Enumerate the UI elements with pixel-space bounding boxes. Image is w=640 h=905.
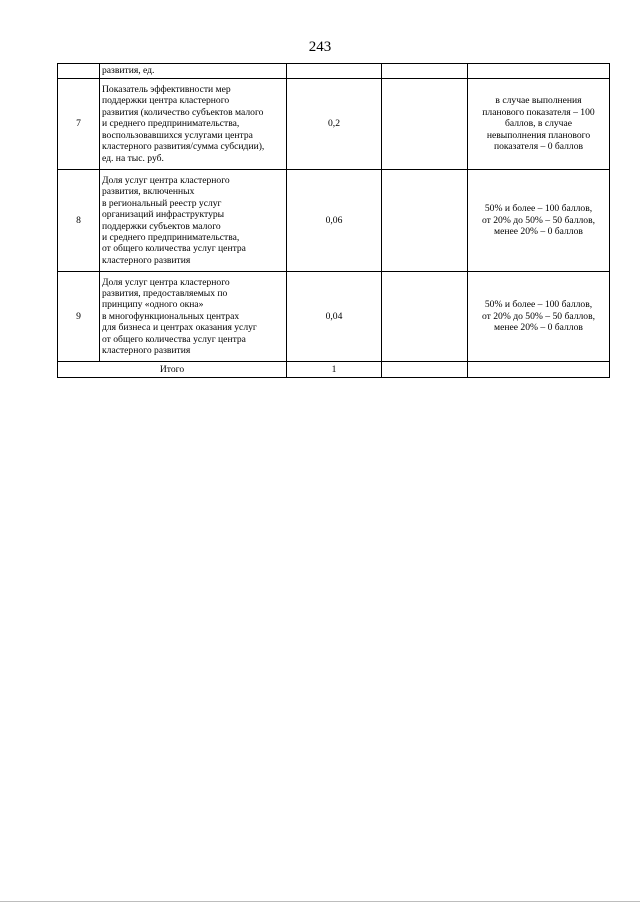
cell-criteria xyxy=(468,362,610,378)
table-row-9 xyxy=(58,272,610,362)
cell-empty xyxy=(382,362,468,378)
indicator-name-line: развития, включенных xyxy=(102,186,195,198)
cell-total-weight: 1 xyxy=(287,362,382,378)
indicator-name-line: от общего количества услуг центра xyxy=(102,243,246,255)
table-row-7 xyxy=(58,79,610,170)
cell-weight: 0,04 xyxy=(287,272,382,362)
cell-criteria xyxy=(468,64,610,79)
indicator-name-line: от общего количества услуг центра xyxy=(102,333,246,345)
indicator-name-line: и среднего предпринимательства, xyxy=(102,118,240,130)
cell-criteria xyxy=(468,272,610,362)
criteria-line: менее 20% – 0 баллов xyxy=(494,322,583,334)
criteria-line: 50% и более – 100 баллов, xyxy=(484,299,593,311)
cell-empty xyxy=(382,272,468,362)
indicator-name-line: и среднего предпринимательства, xyxy=(102,231,240,243)
criteria-line: от 20% до 50% – 50 баллов, xyxy=(481,214,596,226)
criteria-line: 50% и более – 100 баллов, xyxy=(484,203,593,215)
cell-num: 8 xyxy=(58,170,100,272)
indicator-name-line: кластерного развития xyxy=(102,345,191,357)
indicator-name-line: развития, предоставляемых по xyxy=(102,287,228,299)
cell-indicator-name xyxy=(100,272,287,362)
table-row-continuation xyxy=(58,64,610,79)
cell-num: 9 xyxy=(58,272,100,362)
cell-indicator-name xyxy=(100,64,287,79)
cell-weight xyxy=(287,64,382,79)
indicator-name-line: воспользовавшихся услугами центра xyxy=(102,129,253,141)
indicator-name-line: развития, ед. xyxy=(102,65,155,77)
criteria-line: невыполнения планового xyxy=(486,129,591,141)
cell-indicator-name xyxy=(100,170,287,272)
indicator-name-line: кластерного развития/сумма субсидии), xyxy=(102,141,265,153)
indicator-name-line: принципу «одного окна» xyxy=(102,299,204,311)
indicator-name-line: ед. на тыс. руб. xyxy=(102,152,164,164)
criteria-line: от 20% до 50% – 50 баллов, xyxy=(481,310,596,322)
criteria-line: показателя – 0 баллов xyxy=(493,141,584,153)
table-row-total xyxy=(58,362,610,378)
indicator-name-line: Доля услуг центра кластерного xyxy=(102,276,230,288)
indicator-name-line: Показатель эффективности мер xyxy=(102,84,231,96)
criteria-line: баллов, в случае xyxy=(504,118,573,130)
cell-empty xyxy=(382,79,468,170)
cell-total-label: Итого xyxy=(58,362,287,378)
indicator-name-line: поддержки центра кластерного xyxy=(102,95,230,107)
criteria-line: планового показателя – 100 xyxy=(482,106,595,118)
indicator-name-line: в региональный реестр услуг xyxy=(102,197,222,209)
cell-criteria xyxy=(468,170,610,272)
cell-indicator-name xyxy=(100,79,287,170)
cell-empty xyxy=(382,170,468,272)
indicator-name-line: организаций инфраструктуры xyxy=(102,209,225,221)
indicator-name-line: для бизнеса и центрах оказания услуг xyxy=(102,322,257,334)
cell-num xyxy=(58,64,100,79)
indicator-name-line: Доля услуг центра кластерного xyxy=(102,174,230,186)
indicator-name-line: поддержки субъектов малого xyxy=(102,220,221,232)
indicator-name-line: развития (количество субъектов малого xyxy=(102,106,264,118)
criteria-line: в случае выполнения xyxy=(495,95,582,107)
cell-weight: 0,2 xyxy=(287,79,382,170)
indicator-name-line: в многофункциональных центрах xyxy=(102,310,240,322)
cell-empty xyxy=(382,64,468,79)
cell-weight: 0,06 xyxy=(287,170,382,272)
criteria-line: менее 20% – 0 баллов xyxy=(494,226,583,238)
table-row-8 xyxy=(58,170,610,272)
cell-criteria xyxy=(468,79,610,170)
cell-num: 7 xyxy=(58,79,100,170)
scan-edge-divider xyxy=(0,901,640,902)
indicator-name-line: кластерного развития xyxy=(102,254,191,266)
indicators-table xyxy=(57,63,610,378)
page-number: 243 xyxy=(308,39,332,55)
